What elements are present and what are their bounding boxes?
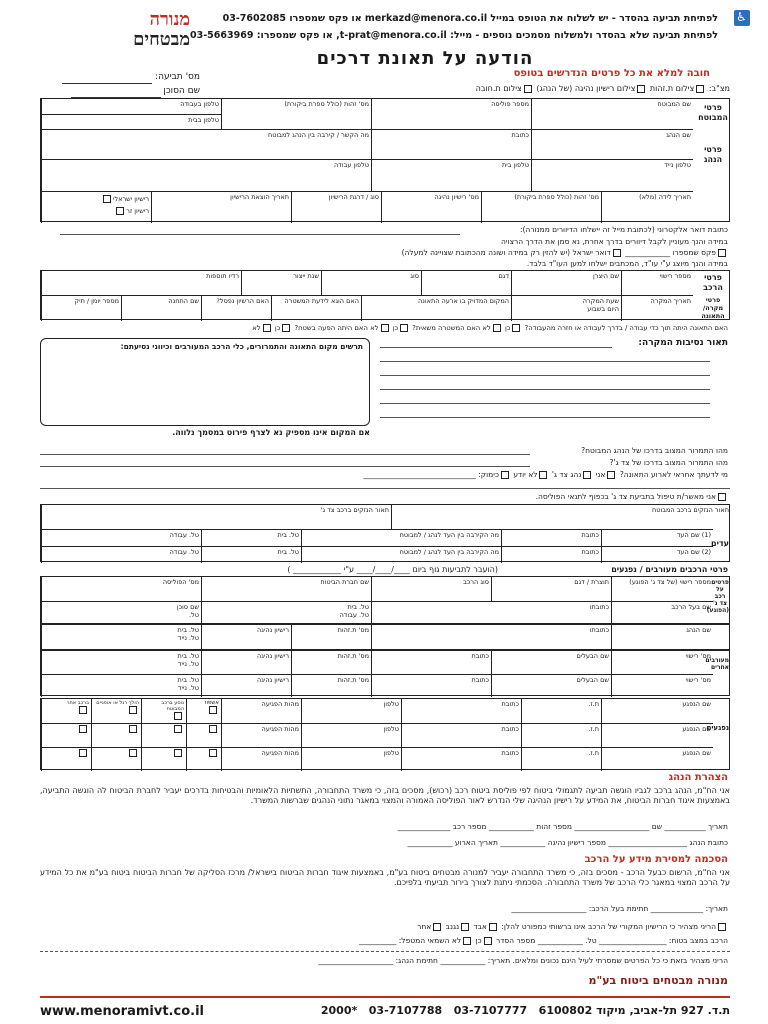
arrangement-no[interactable] [463,937,471,945]
injured-1-id[interactable]: ת.ז. [521,699,601,723]
accident-time-cell[interactable] [511,295,621,321]
third-agent-field[interactable]: שם סוכן [176,603,199,611]
claim-number-label: מס' תביעה: [155,72,200,82]
license-suspended-field[interactable]: האם הרשיון נפסל? [201,295,271,321]
driver-work-phone-field[interactable]: טלפון עבודה [41,159,371,191]
declaration-fields-1: תאריך ___________ שם ____________________ מספר זהות ____________ מספר רכב ______________ [397,822,728,831]
reason-line[interactable] [40,487,730,489]
license-grade-field[interactable]: סוג / דרגת הרישיון [291,191,381,223]
stolen-label: נגנב [445,922,460,931]
lawyer-note: במידה והנך מיוצג ע"י עו"ד, המכתבים ישלחו למען העו"ד בלבד. [526,259,728,268]
post-option-label: דואר ישראל (יש להזין רק במידה ושונה מהכתובת שצויינה למעלה) [401,248,611,257]
driver-id-field[interactable]: מס' זהות (כולל ספרת ביקורת) [481,191,601,223]
agent-name-field[interactable] [71,88,161,98]
injured-1-other-car[interactable] [79,706,87,714]
responsibility-question: מי לדעתך אחראי לארוע התאונה? [619,470,728,479]
footer [40,996,730,1022]
me-label: אני [595,470,606,479]
injured-3-address[interactable]: כתובת [401,747,521,771]
other-label: אחר [417,922,432,931]
vehicle-accident-grid [40,270,730,320]
foreign-license-label: רישיון זר [126,207,149,215]
third-driver-mobile[interactable]: טל. נייד [177,634,199,642]
claim-number-field[interactable] [62,74,152,84]
attach-license-label: צילום רישיון נהיגה (של הנהג) [536,84,636,93]
injured-2-passenger[interactable] [174,725,182,733]
email-note: כתובת דואר אלקטרוני (לכתובת מייל זה יישלחו הדיוורים ממנורה): [519,225,728,234]
injured-3-hospital[interactable] [209,749,217,757]
decl-id-label: מספר זהות [536,822,572,831]
arrangement-yes-label: כן [475,936,482,945]
witness-1-number: (1) [701,531,711,539]
third-sign-question: מהו התמרור המצוב בדרכו של צד ג'? [609,458,728,467]
header-line-1: לפתיחת תביעה בהסדר - יש לשלוח את הטופס במייל merkazd@menora.co.il או פקס שמספרו 03-7602085 [222,13,718,24]
accident-location-field[interactable]: המקום המדויק בו ארעה התאונה [361,295,511,321]
vehicle-type-field[interactable]: סוג [321,271,421,295]
truck-yes-checkbox[interactable] [400,324,408,332]
other-checkbox[interactable] [433,923,441,931]
third-sign-field[interactable] [40,465,530,467]
third-driver-label: נהג צד ג' [551,470,582,479]
menora-logo [40,10,190,58]
witness-2-number: (2) [701,548,711,556]
others-section: מעורבים אחרים [705,657,729,671]
other-2-home[interactable]: טל. בית [177,676,199,684]
driver-birthdate-field[interactable]: תאריך לידה (מלא) [601,191,693,223]
third-driver-home[interactable]: טל. בית [177,626,199,634]
foreign-license-checkbox[interactable] [116,207,124,215]
license-type-cell [41,191,151,223]
injured-1-phone[interactable]: טלפון [301,699,401,723]
injured-1-name[interactable]: שם הנפגע [601,699,713,723]
arrangement-yes[interactable] [484,937,492,945]
attachments-row [220,84,730,93]
other-car-header: ברכב אחר [66,700,89,706]
arrangement-no-label: לא [451,936,462,945]
third-driver-checkbox[interactable] [583,471,591,479]
insured-home-phone[interactable]: טלפון בבית [41,114,221,129]
sketch-area[interactable] [40,338,370,426]
injured-section: נפגעים [706,724,729,732]
injured-2-pedestrian[interactable] [129,725,137,733]
witness-1-address[interactable]: כתובת [501,529,601,546]
me-checkbox[interactable] [607,471,615,479]
decl-address-label: כתובת הנהג [689,838,728,847]
third-driver-name[interactable]: שם הנהג [611,625,713,651]
footer-phone-1: *2000 [320,1004,358,1017]
driver-license-number[interactable]: מס' רישיון נהיגה [381,191,481,223]
policy-number-field[interactable]: מספר פוליסה [371,99,531,129]
arrangement-label: מספר הסדר [495,936,536,945]
witness-2-home[interactable]: טל. בית [201,546,301,563]
vehicle-state-row: הרכב במצב בטוח: __________________ טל. ____________ מספר הסדר כן לא השמאי המטפל: __________ [358,936,728,945]
injured-3-id[interactable]: ת.ז. [521,747,601,771]
accessibility-icon[interactable] [734,10,750,26]
injured-3-pedestrian[interactable] [129,749,137,757]
station-name-field[interactable]: שם התחנה [121,295,201,321]
field-yes-checkbox[interactable] [282,324,290,332]
lost-checkbox[interactable] [489,923,497,931]
claim-info [40,70,200,98]
weekday-label: היום בשבוע [587,305,619,313]
agent-name-label: שם הסוכן [163,86,200,96]
insured-id-field[interactable]: מס' זהות (כולל ספרת ביקורת) [221,99,371,129]
other-1-license[interactable]: רישיון נהיגה [201,651,291,674]
third-party-consent-label: אני מאשר/ת טיפול בתביעת צד ג' בכפוף לתנאי הפוליסה. [535,492,716,501]
insured-section-label: פרטי המבוטח [698,103,728,122]
state-tel-label: טל. [585,936,597,945]
driver-home-phone-field[interactable]: טלפון בית [371,159,531,191]
year-field[interactable]: שנת ייצור [241,271,321,295]
divider [40,950,730,952]
injured-1-pedestrian[interactable] [129,706,137,714]
hospital-header: אשפוז [204,700,219,706]
insured-driver-grid [40,98,730,222]
injured-1-injury[interactable]: מהות הפגיעה [221,699,301,723]
decl-license-label: מספר רישיון נהיגה [547,838,606,847]
attach-license-checkbox[interactable] [637,85,645,93]
description-line-5[interactable] [380,402,710,404]
driver-mobile-field[interactable]: טלפון נייד [531,159,693,191]
license-missing-label: הריני מצהיר כי הרישיון המקורי של הרכב אינו ברשותי כמפורט להלן: [501,922,716,931]
own-damage-field[interactable]: תאור הנזקים ברכב המבוטח [391,505,731,529]
third-driver-id[interactable]: מס' ת.זהות [291,625,371,651]
injured-3-injury[interactable]: מהות הפגיעה [221,747,301,771]
description-label: תאור נסיבות המקרה: [638,338,728,348]
description-line-1[interactable] [380,346,612,348]
third-vehicle-grid [40,576,730,624]
footer-address: ת.ד. 927 תל-אביב, מיקוד 6100802 [538,1004,730,1017]
logo-line-1: מנורה [149,9,190,30]
accident-date-field[interactable]: תאריך המקרה [621,295,693,321]
witness-2-name[interactable]: שם העד [676,548,700,556]
other-1-mobile[interactable]: טל. נייד [177,660,199,668]
case-number-field[interactable]: מספר יומן / תיק [41,295,121,321]
accident-section-label: פרטי מקרה/ התאונה [701,296,725,320]
footer-website[interactable]: www.menoramivt.co.il [40,1004,204,1019]
accident-questions-row [252,324,728,332]
injury-transfer-label: (הועבר לתביעות גוף ביום [412,565,498,574]
final-sign-label: חתימת הנהג: [395,956,438,965]
work-yes-checkbox[interactable] [512,324,520,332]
third-work-phone[interactable]: טל. עבודה [339,611,369,619]
injured-1-hospital[interactable] [209,706,217,714]
final-date-label: תאריך: [487,956,511,965]
responsibility-row: מי לדעתך אחראי לארוע התאונה? אני נהג צד ג' לא יודע כימוק: ______________________________ [363,470,728,479]
declaration-fields-2: כתובת הנהג _____________________ מספר רישיון נהיגה ____________ תאריך הארוע ____________ [407,838,728,847]
injured-grid [40,698,730,770]
injured-3-passenger[interactable] [174,749,182,757]
injured-2-hospital[interactable] [209,725,217,733]
reason-label: כימוק: [478,470,499,479]
page-title: הודעה על תאונת דרכים [316,48,534,69]
other-2-mobile[interactable]: טל. נייד [177,684,199,692]
injured-1-passenger[interactable] [174,712,182,720]
field-question: האם היתה הפעה בשטח? [294,324,368,332]
other-2-license[interactable]: רישיון נהיגה [201,674,291,697]
other-2-owner[interactable]: שם הבעלים [491,674,611,697]
third-vehicle-section: פרטים על רכב צד ג' (הפוגע) [706,579,729,614]
own-sign-question: מהו התמרור המצוב בדרכו של הנהג המבוטח? [581,446,728,455]
police-notified-field[interactable]: האם הוגא לידעת המשטרה [271,295,361,321]
third-policy-field[interactable]: מס' הפוליסה [41,577,201,601]
attachments-label: מצ"ב: [708,84,730,93]
final-declaration-row: הריני מצהיר בזאת כי כל הפרטים שמסרתי לעיל הינם נכונים ומלאים. תאריך: ____________ חתימת הנהג: ____________________ [318,956,728,965]
other-2-plate[interactable]: מס' רישוי [611,674,713,697]
third-party-consent [536,492,728,501]
pedestrian-header: הולך רגל או אופניים [96,700,139,706]
footer-phone-2: 03-7107788 [368,1004,443,1017]
description-line-2[interactable] [380,360,710,362]
license-missing-row [417,922,728,931]
driver-address-field[interactable]: כתובת [371,129,531,159]
witness-1-work[interactable]: טל. עבודה [41,529,201,546]
other-1-home[interactable]: טל. בית [177,652,199,660]
third-driver-license[interactable]: רישיון נהיגה [201,625,291,651]
consent-title: הסכמה למסירת מידע על הרכב [584,854,728,865]
stolen-checkbox[interactable] [461,923,469,931]
mail-options: פקס שמספרו ____________ דואר ישראל (יש להזין רק במידה ושונה מהכתובת שצויינה למעלה) [402,248,728,257]
israeli-license-checkbox[interactable] [103,195,111,203]
injured-2-other-car[interactable] [79,725,87,733]
consent-date-label: תאריך: [705,904,728,913]
field-no-checkbox[interactable] [263,324,271,332]
description-line-4[interactable] [380,388,710,390]
third-plate-field[interactable]: מספר רישוי (של צד ג' הפוגע) [611,577,713,601]
third-address-field[interactable]: כתובתו [371,601,611,625]
header-line-2: לפתיחת תביעה שלא בהסדר ולמשלוח מסמכים נוספים - מייל: t-prat@menora.co.il, או פקס שמספרו: 03-5663969 [190,30,718,41]
mail-preference-note: במידה והנך מעוניין לקבל דיוורים בדרך אחרת, נא סמן את הדרך הרצויה [500,237,728,246]
decl-event-date-label: תאריך הארוע [454,838,498,847]
attach-mandatory-checkbox[interactable] [524,85,532,93]
injured-2-id[interactable]: ת.ז. [521,723,601,747]
witness-2-relation[interactable]: מה הקירבה בין העד לנהג / למבוטח [301,546,501,563]
decl-date-label: תאריך [708,822,728,831]
consent-text: אני הח"מ, הרשום כבעל הרכב - מסכים בזה, כי משרד התחבורה יעביר למנורה מבטחים ביטוח בע"מ, באמצעות איגוד חברות הביטוח בישראל/ מרכז הסליקה של חברות הביטוח ביטוח בע"מ את כל המידע על הרכב המצוי במאגר כלי הרכב של משרד התחבורה. הסכמתי ניתנת לצורך בירור תביעתי בלפיכם. [40,868,730,887]
insured-name-field[interactable]: שם המבוטח [531,99,693,129]
third-agent-phone[interactable]: טל. [189,611,199,619]
fax-option-label: פקס שמספרו [672,248,716,257]
decl-name-label: שם [651,822,663,831]
third-owner-field[interactable]: שם בעל הרכב [611,601,713,625]
footer-phone-3: 03-7107777 [453,1004,528,1017]
attach-mandatory-label: צילום ת.חובה [475,84,522,93]
witness-2-work[interactable]: טל. עבודה [41,546,201,563]
third-home-phone[interactable]: טל. בית [347,603,369,611]
israeli-license-label: רישיון ישראלי [112,195,149,203]
injury-transfer: (הועבר לתביעות גוף ביום ____/____/____ ע"י ____________ ) [287,565,498,574]
sketch-label: תרשים מקום התאונה והתמרורים, כלי הרכב המעורבים וכיווני נסיעתם: [120,342,363,351]
other-1-plate[interactable]: מס' רישוי [611,651,713,674]
unknown-label: לא יודע [513,470,538,479]
passenger-header: נוסע ברכב המבוטח [161,700,184,712]
third-party-consent-checkbox[interactable] [718,493,726,501]
witness-1-home[interactable]: טל. בית [201,529,301,546]
unknown-checkbox[interactable] [539,471,547,479]
accident-time-label: שעת המקרה [582,297,619,305]
third-driver-grid [40,624,730,650]
logo-line-2: מבטחים [133,29,190,50]
third-type-field[interactable]: סוג הרכב [371,577,491,601]
injured-3-name[interactable]: שם הנפגע [601,747,713,771]
license-missing-checkbox[interactable] [718,923,726,931]
work-accident-question: האם התאונה היתה תוך כדי עבודה / בדרך לעבודה או חזרה מהעבודה? [524,324,728,332]
work-yes-label: כן [505,324,511,332]
lost-label: אבד [473,922,487,931]
damages-witness-grid [40,504,730,562]
driver-name-field[interactable]: שם הנהג [531,129,693,159]
third-insurer-field[interactable]: שם חברת הביטוח [201,577,371,601]
model-field[interactable]: דגם [421,271,511,295]
final-note: הריני מצהיר בזאת כי כל הפרטים שמסרתי לעיל הינם נכונים ומלאים. [512,956,728,965]
own-sign-field[interactable] [40,453,530,455]
truck-question: האם המשטרה משאית? [412,324,481,332]
third-driver-address[interactable]: כתובתו [371,625,611,651]
injured-3-other-car[interactable] [79,749,87,757]
other-1-id[interactable]: מס' ת.זהות [291,651,371,674]
field-no-label: לא [252,324,261,332]
safe-state-label: הרכב במצב בטוח: [668,936,728,945]
declaration-title: הצהרת הנהג [668,772,728,783]
work-no-label: לא [482,324,491,332]
third-damage-field[interactable]: תאור הנזקים ברכב צד ג' [41,505,391,529]
injured-3-phone[interactable]: טלפון [301,747,401,771]
manufacturer-field[interactable]: שם היצרן [511,271,621,295]
consent-sign-label: חתימת בעל הרכב: [588,904,649,913]
consent-sign-row: תאריך: ______________ חתימת בעל הרכב: ____________________ [511,904,728,913]
witnesses-section-label: עדים [711,539,729,548]
license-issue-date[interactable]: תאריך הוצאת הרישיון [151,191,291,223]
injured-2-injury[interactable]: מהות הפגיעה [221,723,301,747]
truck-no-checkbox[interactable] [381,324,389,332]
field-yes-label: כן [274,324,281,332]
other-2-id[interactable]: מס' ת.זהות [291,674,371,697]
description-line-3[interactable] [380,374,710,376]
fax-checkbox[interactable] [718,249,726,257]
vehicle-section-label: פרטי הרכב [703,273,723,292]
insured-work-phone[interactable]: טלפון בעבודה [41,99,221,114]
reason-checkbox[interactable] [501,471,509,479]
witness-1-name[interactable]: שם העד [676,531,700,539]
description-line-6[interactable] [380,416,710,418]
company-name: מנורה מבטחים ביטוח בע"מ [588,974,728,987]
attach-id-label: צילום ת.זהות [649,84,695,93]
injured-2-address[interactable]: כתובת [401,723,521,747]
driver-section-label: פרטי הנהג [703,145,723,164]
truck-yes-label: כן [392,324,399,332]
other-2-address[interactable]: כתובת [371,674,491,697]
work-no-checkbox[interactable] [493,324,501,332]
injury-by-label: ע"י [343,565,355,574]
injured-2-name[interactable]: שם הנפגע [601,723,713,747]
more-space-note: אם המקום אינו מספיק נא לצרף פירוט במסמך נלווה. [172,428,370,437]
email-field[interactable] [60,233,460,235]
footer-contact [321,1004,730,1017]
post-checkbox[interactable] [613,249,621,257]
others-grid [40,650,730,696]
declaration-text: אני הח"מ, הנהג ברכב לגביו הוגשה תביעה לתגמולי ביטוח לפי פוליסת ביטוח רכב (רכוש), מסכים בזה, כי משרד התחבורה, התשתיות הלאומיות והבטיחות בדרכים יעביר לחברת הביטוח לה הוגשה התביעה, באמצעות איגוד חברות הביטוח, את המידע על רישיון הנהיגה שלי הנדרש לאור הפוליסה האמורה והמצוי במאגר נתוני הנהגים שברשות המשרד. [40,786,730,805]
witness-1-relation[interactable]: מה הקירבה בין העד לנהג / למבוטח [301,529,501,546]
witness-2-address[interactable]: כתובת [501,546,601,563]
radio-extras-field[interactable]: רדיו תוספות [41,271,241,295]
decl-car-label: מספר רכב [452,822,487,831]
truck-no-label: לא [370,324,379,332]
injured-2-phone[interactable]: טלפון [301,723,401,747]
third-model-field[interactable]: תוצרת / דגם [491,577,611,601]
involved-title: פרטי הרכבים מעורבים / נפגעים [611,565,728,574]
attach-id-checkbox[interactable] [696,85,704,93]
driver-relation-field[interactable]: מה הקשר / קירבה בין הנהג למבוטח [41,129,371,159]
appraiser-label: השמאי המטפל: [398,936,450,945]
header-instructions [180,10,718,44]
other-1-address[interactable]: כתובת [371,651,491,674]
injured-1-address[interactable]: כתובת [401,699,521,723]
other-1-owner[interactable]: שם הבעלים [491,651,611,674]
mandatory-note: חובה למלא את כל פרטים הנדרשים בטופס [513,68,710,79]
license-plate-field[interactable]: מספר רישוי [621,271,693,295]
